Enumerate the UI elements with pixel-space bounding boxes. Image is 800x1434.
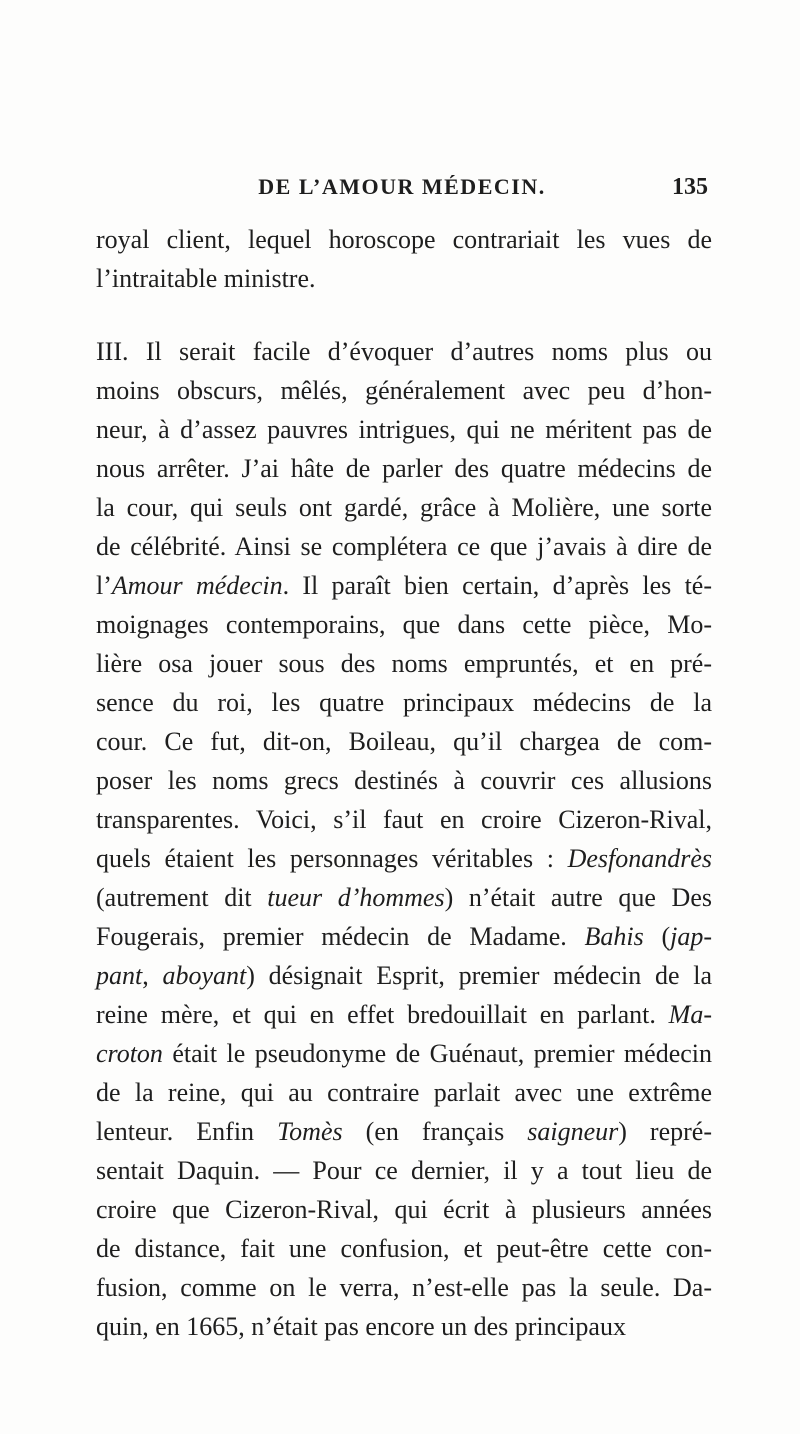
text-line: de célébrité. Ainsi se complétera ce que j’avais à dire de: [96, 532, 712, 561]
text-line: fusion, comme on le verra, n’est-elle pas la seule. Da-: [96, 1273, 712, 1302]
text-line: transparentes. Voici, s’il faut en croire Cizeron-Rival,: [96, 805, 712, 834]
text-line: Fougerais, premier médecin de Madame. Bahis (jap-: [96, 922, 712, 951]
text-line: quin, en 1665, n’était pas encore un des principaux: [96, 1312, 626, 1341]
italic-term: Amour médecin: [111, 571, 283, 600]
paragraph-gap: [96, 298, 712, 332]
text-line: la cour, qui seuls ont gardé, grâce à Molière, une sorte: [96, 493, 712, 522]
running-head: [96, 172, 708, 202]
paragraph-continuation: [96, 220, 712, 298]
body-text: [96, 220, 712, 1346]
running-title: DE L’AMOUR MÉDECIN.: [258, 174, 546, 199]
text-line: quels étaient les personnages véritables : Desfonandrès: [96, 844, 712, 873]
italic-term: croton: [96, 1039, 163, 1068]
italic-term: Bahis: [584, 922, 644, 951]
italic-term: Desfonandrès: [567, 844, 712, 873]
text-line: neur, à d’assez pauvres intrigues, qui ne méritent pas de: [96, 415, 712, 444]
text-line: de la reine, qui au contraire parlait avec une extrême: [96, 1078, 712, 1107]
text-line: nous arrêter. J’ai hâte de parler des quatre médecins de: [96, 454, 712, 483]
italic-term: Ma-: [668, 1000, 712, 1029]
text-line: poser les noms grecs destinés à couvrir ces allusions: [96, 766, 712, 795]
text-line: croire que Cizeron-Rival, qui écrit à plusieurs années: [96, 1195, 712, 1224]
text-line: moignages contemporains, que dans cette pièce, Mo-: [96, 610, 712, 639]
italic-term: Tomès: [277, 1117, 343, 1146]
text-line: lière osa jouer sous des noms empruntés, et en pré-: [96, 649, 712, 678]
text-line: royal client, lequel horoscope contrariait les vues de: [96, 225, 712, 254]
text-line: pant, aboyant) désignait Esprit, premier médecin de la: [96, 961, 712, 990]
text-line: reine mère, et qui en effet bredouillait en parlant. Ma-: [96, 1000, 712, 1029]
text-line: l’intraitable ministre.: [96, 264, 316, 293]
text-line: cour. Ce fut, dit-on, Boileau, qu’il chargea de com-: [96, 727, 712, 756]
text-line: III. Il serait facile d’évoquer d’autres noms plus ou: [96, 337, 712, 366]
italic-term: pant: [96, 961, 143, 990]
italic-term: jap-: [670, 922, 712, 951]
text-line: sence du roi, les quatre principaux médecins de la: [96, 688, 712, 717]
text-line: (autrement dit tueur d’hommes) n’était autre que Des: [96, 883, 712, 912]
text-line: de distance, fait une confusion, et peut-être cette con-: [96, 1234, 712, 1263]
text-line: moins obscurs, mêlés, généralement avec peu d’hon-: [96, 376, 712, 405]
italic-term: tueur d’hommes: [267, 883, 445, 912]
italic-term: aboyant: [162, 961, 247, 990]
paragraph-section-iii: [96, 332, 712, 1346]
text-line: l’Amour médecin. Il paraît bien certain, d’après les té-: [96, 571, 712, 600]
text-line: croton était le pseudonyme de Guénaut, premier médecin: [96, 1039, 712, 1068]
italic-term: saigneur: [527, 1117, 619, 1146]
text-line: lenteur. Enfin Tomès (en français saigneur) repré-: [96, 1117, 712, 1146]
page-number: 135: [672, 174, 708, 200]
text-line: sentait Daquin. — Pour ce dernier, il y a tout lieu de: [96, 1156, 712, 1185]
